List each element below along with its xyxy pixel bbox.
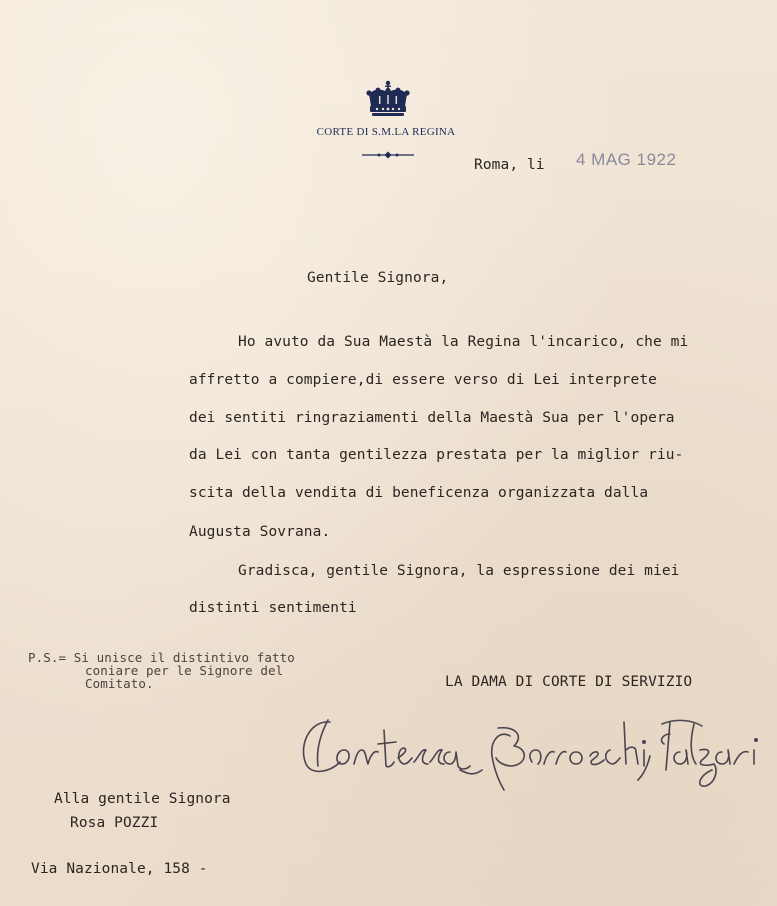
body-line: da Lei con tanta gentilezza prestata per la miglior riu- <box>189 447 684 463</box>
postscript-line: coniare per le Signore del <box>85 663 284 678</box>
handwritten-signature <box>292 700 772 810</box>
dateline-place: Roma, li <box>474 157 545 173</box>
recipient-address: Via Nazionale, 158 - <box>31 861 208 877</box>
recipient-line-1: Alla gentile Signora <box>54 791 231 807</box>
salutation: Gentile Signora, <box>307 270 449 286</box>
postscript-line: Comitato. <box>85 676 154 691</box>
royal-crown-icon <box>365 80 411 118</box>
recipient-name: Rosa POZZI <box>70 815 159 831</box>
body-line: Gradisca, gentile Signora, la espressione dei miei <box>238 563 680 579</box>
body-line: affretto a compiere,di essere verso di Lei interprete <box>189 372 657 388</box>
postscript-line: P.S.= Si unisce il distintivo fatto <box>28 650 295 665</box>
letterhead-title: CORTE DI S.M.LA REGINA <box>316 126 456 138</box>
body-line: distinti sentimenti <box>189 600 357 616</box>
body-line: scita della vendita di beneficenza organizzata dalla <box>189 485 649 501</box>
body-line: Augusta Sovrana. <box>189 524 331 540</box>
date-stamp: 4 MAG 1922 <box>576 150 677 169</box>
ornamental-rule <box>360 151 416 159</box>
body-line: dei sentiti ringraziamenti della Maestà Sua per l'opera <box>189 410 675 426</box>
closing-title: LA DAMA DI CORTE DI SERVIZIO <box>445 674 693 690</box>
body-line: Ho avuto da Sua Maestà la Regina l'incarico, che mi <box>238 334 689 350</box>
